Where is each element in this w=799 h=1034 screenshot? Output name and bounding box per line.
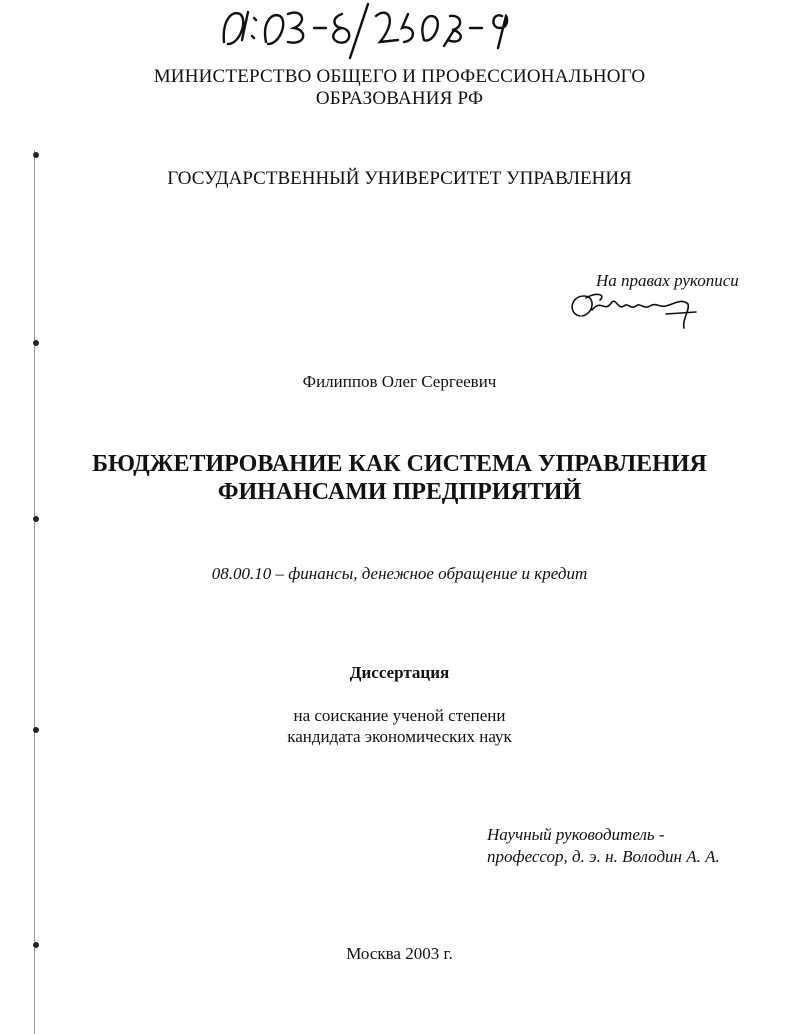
scientific-advisor — [487, 824, 720, 868]
degree-line-1: на соискание ученой степени — [293, 706, 506, 725]
degree-line-2: кандидата экономических наук — [287, 727, 512, 746]
degree-description — [0, 705, 799, 747]
page-edge-line — [34, 150, 35, 1034]
binding-mark — [33, 516, 39, 522]
handwritten-signature — [566, 286, 716, 330]
advisor-line-1: Научный руководитель - — [487, 825, 665, 844]
city-and-year: Москва 2003 г. — [346, 944, 453, 963]
manuscript-note: На правах рукописи — [596, 271, 739, 290]
ministry-line-2: ОБРАЗОВАНИЯ РФ — [315, 88, 484, 109]
title-line-2: ФИНАНСАМИ ПРЕДПРИЯТИЙ — [217, 479, 582, 505]
ministry-heading — [0, 66, 799, 110]
binding-mark — [33, 152, 39, 158]
author-name: Филиппов Олег Сергеевич — [302, 372, 497, 391]
document-type: Диссертация — [349, 663, 450, 682]
handwritten-archive-code — [218, 0, 518, 60]
university-name: ГОСУДАРСТВЕННЫЙ УНИВЕРСИТЕТ УПРАВЛЕНИЯ — [167, 168, 632, 189]
ministry-line-1: МИНИСТЕРСТВО ОБЩЕГО И ПРОФЕССИОНАЛЬНОГО — [153, 66, 646, 87]
dissertation-title — [0, 450, 799, 506]
binding-mark — [33, 340, 39, 346]
specialty-code: 08.00.10 – финансы, денежное обращение и кредит — [211, 564, 588, 583]
advisor-line-2: профессор, д. э. н. Володин А. А. — [487, 847, 720, 866]
title-line-1: БЮДЖЕТИРОВАНИЕ КАК СИСТЕМА УПРАВЛЕНИЯ — [92, 451, 707, 477]
